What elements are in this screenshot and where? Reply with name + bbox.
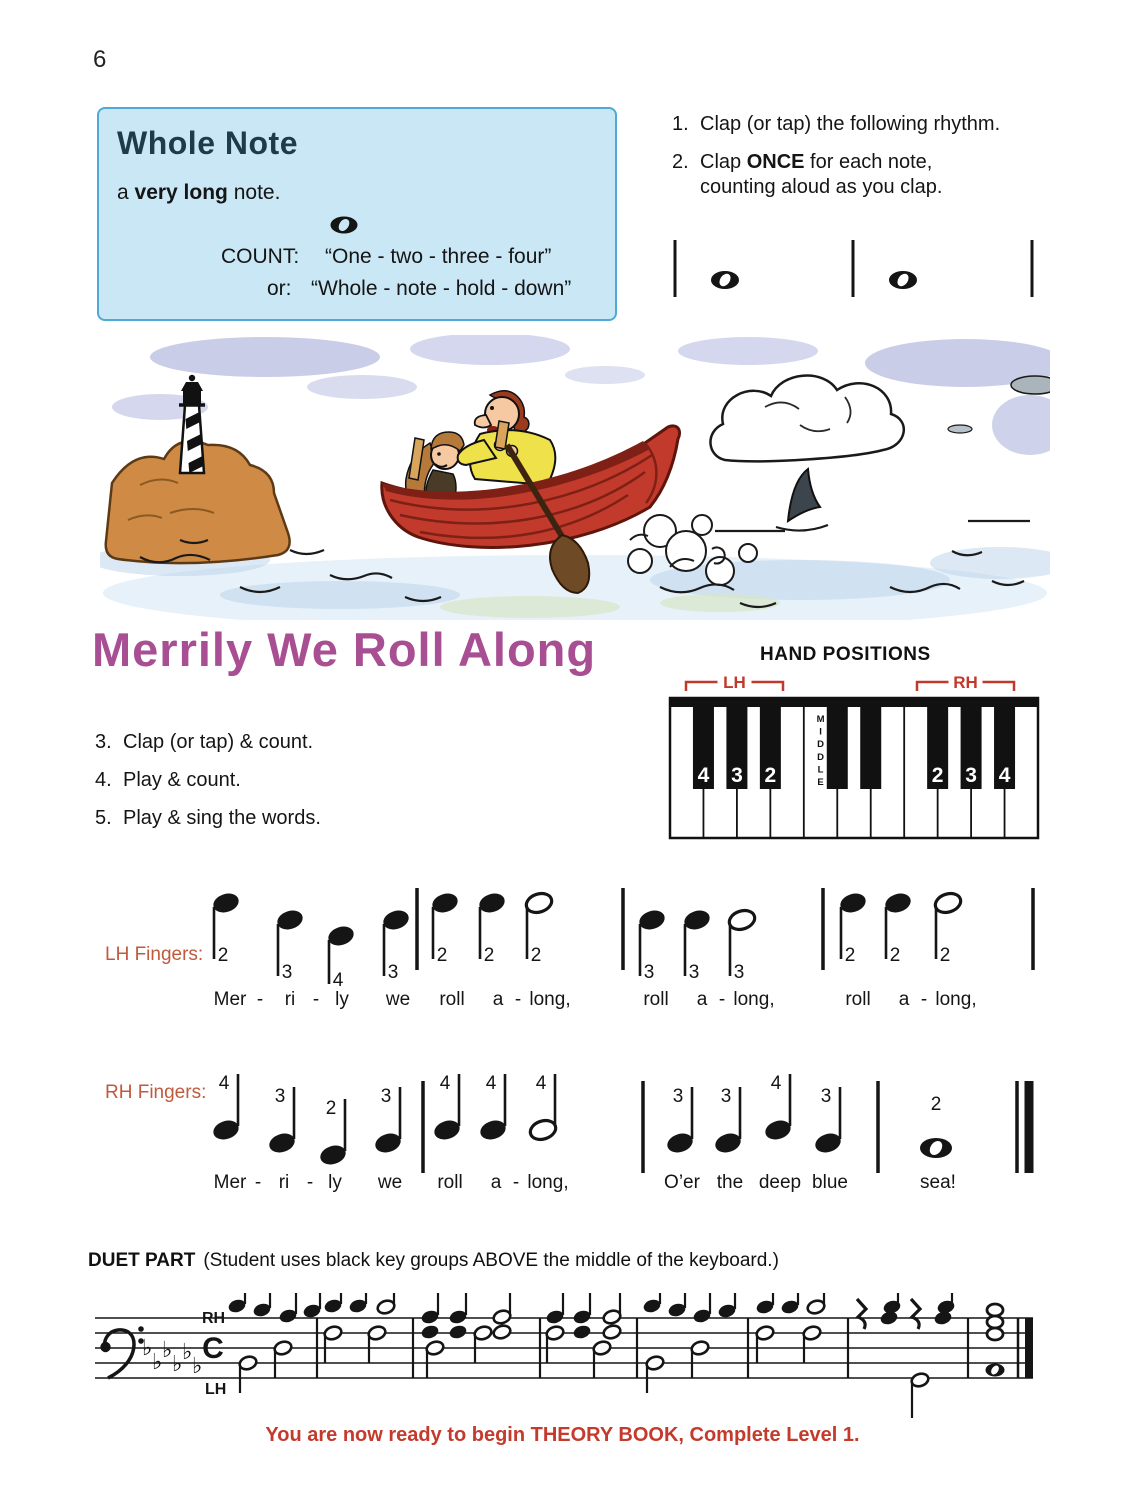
svg-text:long,: long,	[935, 989, 977, 1010]
flat-icon: ♭	[172, 1351, 183, 1376]
svg-text:4: 4	[998, 764, 1011, 787]
svg-text:ly: ly	[335, 989, 349, 1010]
svg-text:Mer: Mer	[213, 989, 247, 1010]
svg-text:3: 3	[731, 764, 743, 787]
svg-text:4: 4	[439, 1073, 451, 1094]
duet-heading: DUET PART (Student uses black key groups ABOVE the middle of the keyboard.)	[88, 1250, 779, 1271]
svg-text:sea!: sea!	[920, 1172, 956, 1193]
svg-text:3: 3	[387, 962, 399, 983]
svg-text:ri: ri	[284, 989, 296, 1010]
count-label: COUNT:	[221, 245, 300, 268]
svg-text:a: a	[492, 989, 504, 1010]
time-signature: C	[202, 1332, 224, 1365]
svg-text:-: -	[512, 1172, 520, 1193]
svg-text:blue: blue	[812, 1172, 848, 1193]
instruction-5: 5. Play & sing the words.	[95, 807, 321, 829]
illustration	[100, 335, 1050, 620]
svg-text:D: D	[817, 739, 824, 751]
svg-text:3: 3	[380, 1086, 392, 1107]
svg-text:3: 3	[274, 1086, 286, 1107]
svg-text:a: a	[490, 1172, 502, 1193]
footer-note: You are now ready to begin THEORY BOOK, Complete Level 1.	[265, 1424, 860, 1446]
svg-text:3: 3	[720, 1086, 732, 1107]
flat-icon: ♭	[142, 1335, 153, 1360]
svg-text:RH Fingers:: RH Fingers:	[105, 1082, 207, 1103]
svg-text:4: 4	[535, 1073, 547, 1094]
quarter-rest-icon	[857, 1299, 866, 1329]
svg-text:2: 2	[930, 1094, 942, 1115]
song-title: Merrily We Roll Along	[92, 623, 597, 676]
flat-icon: ♭	[192, 1353, 203, 1378]
svg-text:-: -	[254, 1172, 262, 1193]
svg-text:3: 3	[281, 962, 293, 983]
svg-text:2: 2	[483, 945, 495, 966]
svg-text:we: we	[377, 1172, 403, 1193]
svg-text:ly: ly	[328, 1172, 342, 1193]
svg-text:long,: long,	[733, 989, 775, 1010]
svg-text:3: 3	[820, 1086, 832, 1107]
svg-text:E: E	[817, 777, 824, 788]
svg-text:2: 2	[217, 945, 229, 966]
svg-text:Mer: Mer	[213, 1172, 247, 1193]
svg-text:4: 4	[218, 1073, 230, 1094]
svg-text:4: 4	[697, 764, 710, 787]
flat-icon: ♭	[152, 1349, 163, 1374]
or-text: “Whole - note - hold - down”	[311, 277, 572, 300]
lighthouse	[179, 375, 205, 473]
svg-text:roll: roll	[643, 989, 669, 1010]
svg-text:-: -	[256, 989, 264, 1010]
instruction-4: 4. Play & count.	[95, 769, 241, 791]
flat-icon: ♭	[182, 1339, 193, 1364]
tiny-rock	[948, 425, 972, 433]
keyboard-diagram	[668, 664, 1040, 844]
svg-text:4: 4	[770, 1073, 782, 1094]
rhythm-exercise	[660, 233, 1050, 311]
svg-text:deep: deep	[758, 1172, 802, 1193]
quarter-rest-icon	[911, 1299, 920, 1329]
flat-icon: ♭	[162, 1337, 173, 1362]
lh-bracket-label: LH	[723, 673, 746, 692]
instruction-2: 2. Clap ONCE for each note, counting aloud as you clap.	[672, 151, 943, 198]
svg-text:2: 2	[530, 945, 542, 966]
svg-text:-: -	[718, 989, 726, 1010]
svg-text:2: 2	[844, 945, 856, 966]
instruction-1: 1. Clap (or tap) the following rhythm.	[672, 113, 1001, 135]
svg-text:I: I	[819, 726, 822, 738]
hand-positions-title: HAND POSITIONS	[760, 644, 931, 665]
svg-text:O’er: O’er	[664, 1172, 700, 1193]
svg-text:long,: long,	[527, 1172, 569, 1193]
whole-note-glyph	[316, 209, 372, 241]
svg-text:3: 3	[672, 1086, 684, 1107]
page-number: 6	[93, 46, 107, 73]
svg-text:-: -	[312, 989, 320, 1010]
sky-clouds	[112, 335, 1050, 455]
lh-music-line	[90, 878, 1055, 1028]
svg-text:the: the	[716, 1172, 744, 1193]
svg-text:roll: roll	[845, 989, 871, 1010]
svg-text:long,: long,	[529, 989, 571, 1010]
svg-text:D: D	[817, 751, 824, 763]
shark-fin	[776, 469, 828, 531]
svg-text:-: -	[306, 1172, 314, 1193]
svg-text:4: 4	[332, 970, 344, 991]
duet-lh-label: LH	[205, 1381, 227, 1398]
svg-text:LH Fingers:: LH Fingers:	[105, 944, 204, 965]
svg-text:2: 2	[931, 764, 944, 787]
song-instructions	[95, 730, 321, 831]
small-rock-island	[1011, 376, 1050, 394]
svg-text:2: 2	[889, 945, 901, 966]
svg-text:a: a	[898, 989, 910, 1010]
whole-note-info-box	[97, 107, 617, 321]
svg-text:we: we	[385, 989, 411, 1010]
bass-clef-icon	[105, 1330, 134, 1378]
svg-text:4: 4	[485, 1073, 497, 1094]
or-label: or:	[267, 277, 292, 300]
svg-text:M: M	[816, 714, 825, 725]
svg-text:-: -	[920, 989, 928, 1010]
svg-text:3: 3	[965, 764, 977, 787]
duet-rh-label: RH	[202, 1310, 226, 1327]
box-description: a very long note.	[117, 181, 281, 204]
svg-text:L: L	[817, 764, 824, 776]
svg-text:2: 2	[325, 1098, 337, 1119]
cloud	[710, 376, 903, 462]
svg-text:3: 3	[733, 962, 745, 983]
svg-text:3: 3	[688, 962, 700, 983]
instruction-3: 3. Clap (or tap) & count.	[95, 731, 314, 753]
box-title: Whole Note	[117, 125, 298, 161]
svg-text:2: 2	[764, 764, 777, 787]
svg-text:roll: roll	[437, 1172, 463, 1193]
rh-music-line	[90, 1058, 1055, 1218]
svg-text:-: -	[514, 989, 522, 1010]
svg-text:2: 2	[939, 945, 951, 966]
duet-staff	[90, 1293, 1055, 1438]
svg-text:roll: roll	[439, 989, 465, 1010]
rh-bracket-label: RH	[953, 673, 978, 692]
svg-text:ri: ri	[278, 1172, 290, 1193]
count-text: “One - two - three - four”	[325, 245, 552, 268]
svg-text:2: 2	[436, 945, 448, 966]
svg-text:a: a	[696, 989, 708, 1010]
svg-text:3: 3	[643, 962, 655, 983]
